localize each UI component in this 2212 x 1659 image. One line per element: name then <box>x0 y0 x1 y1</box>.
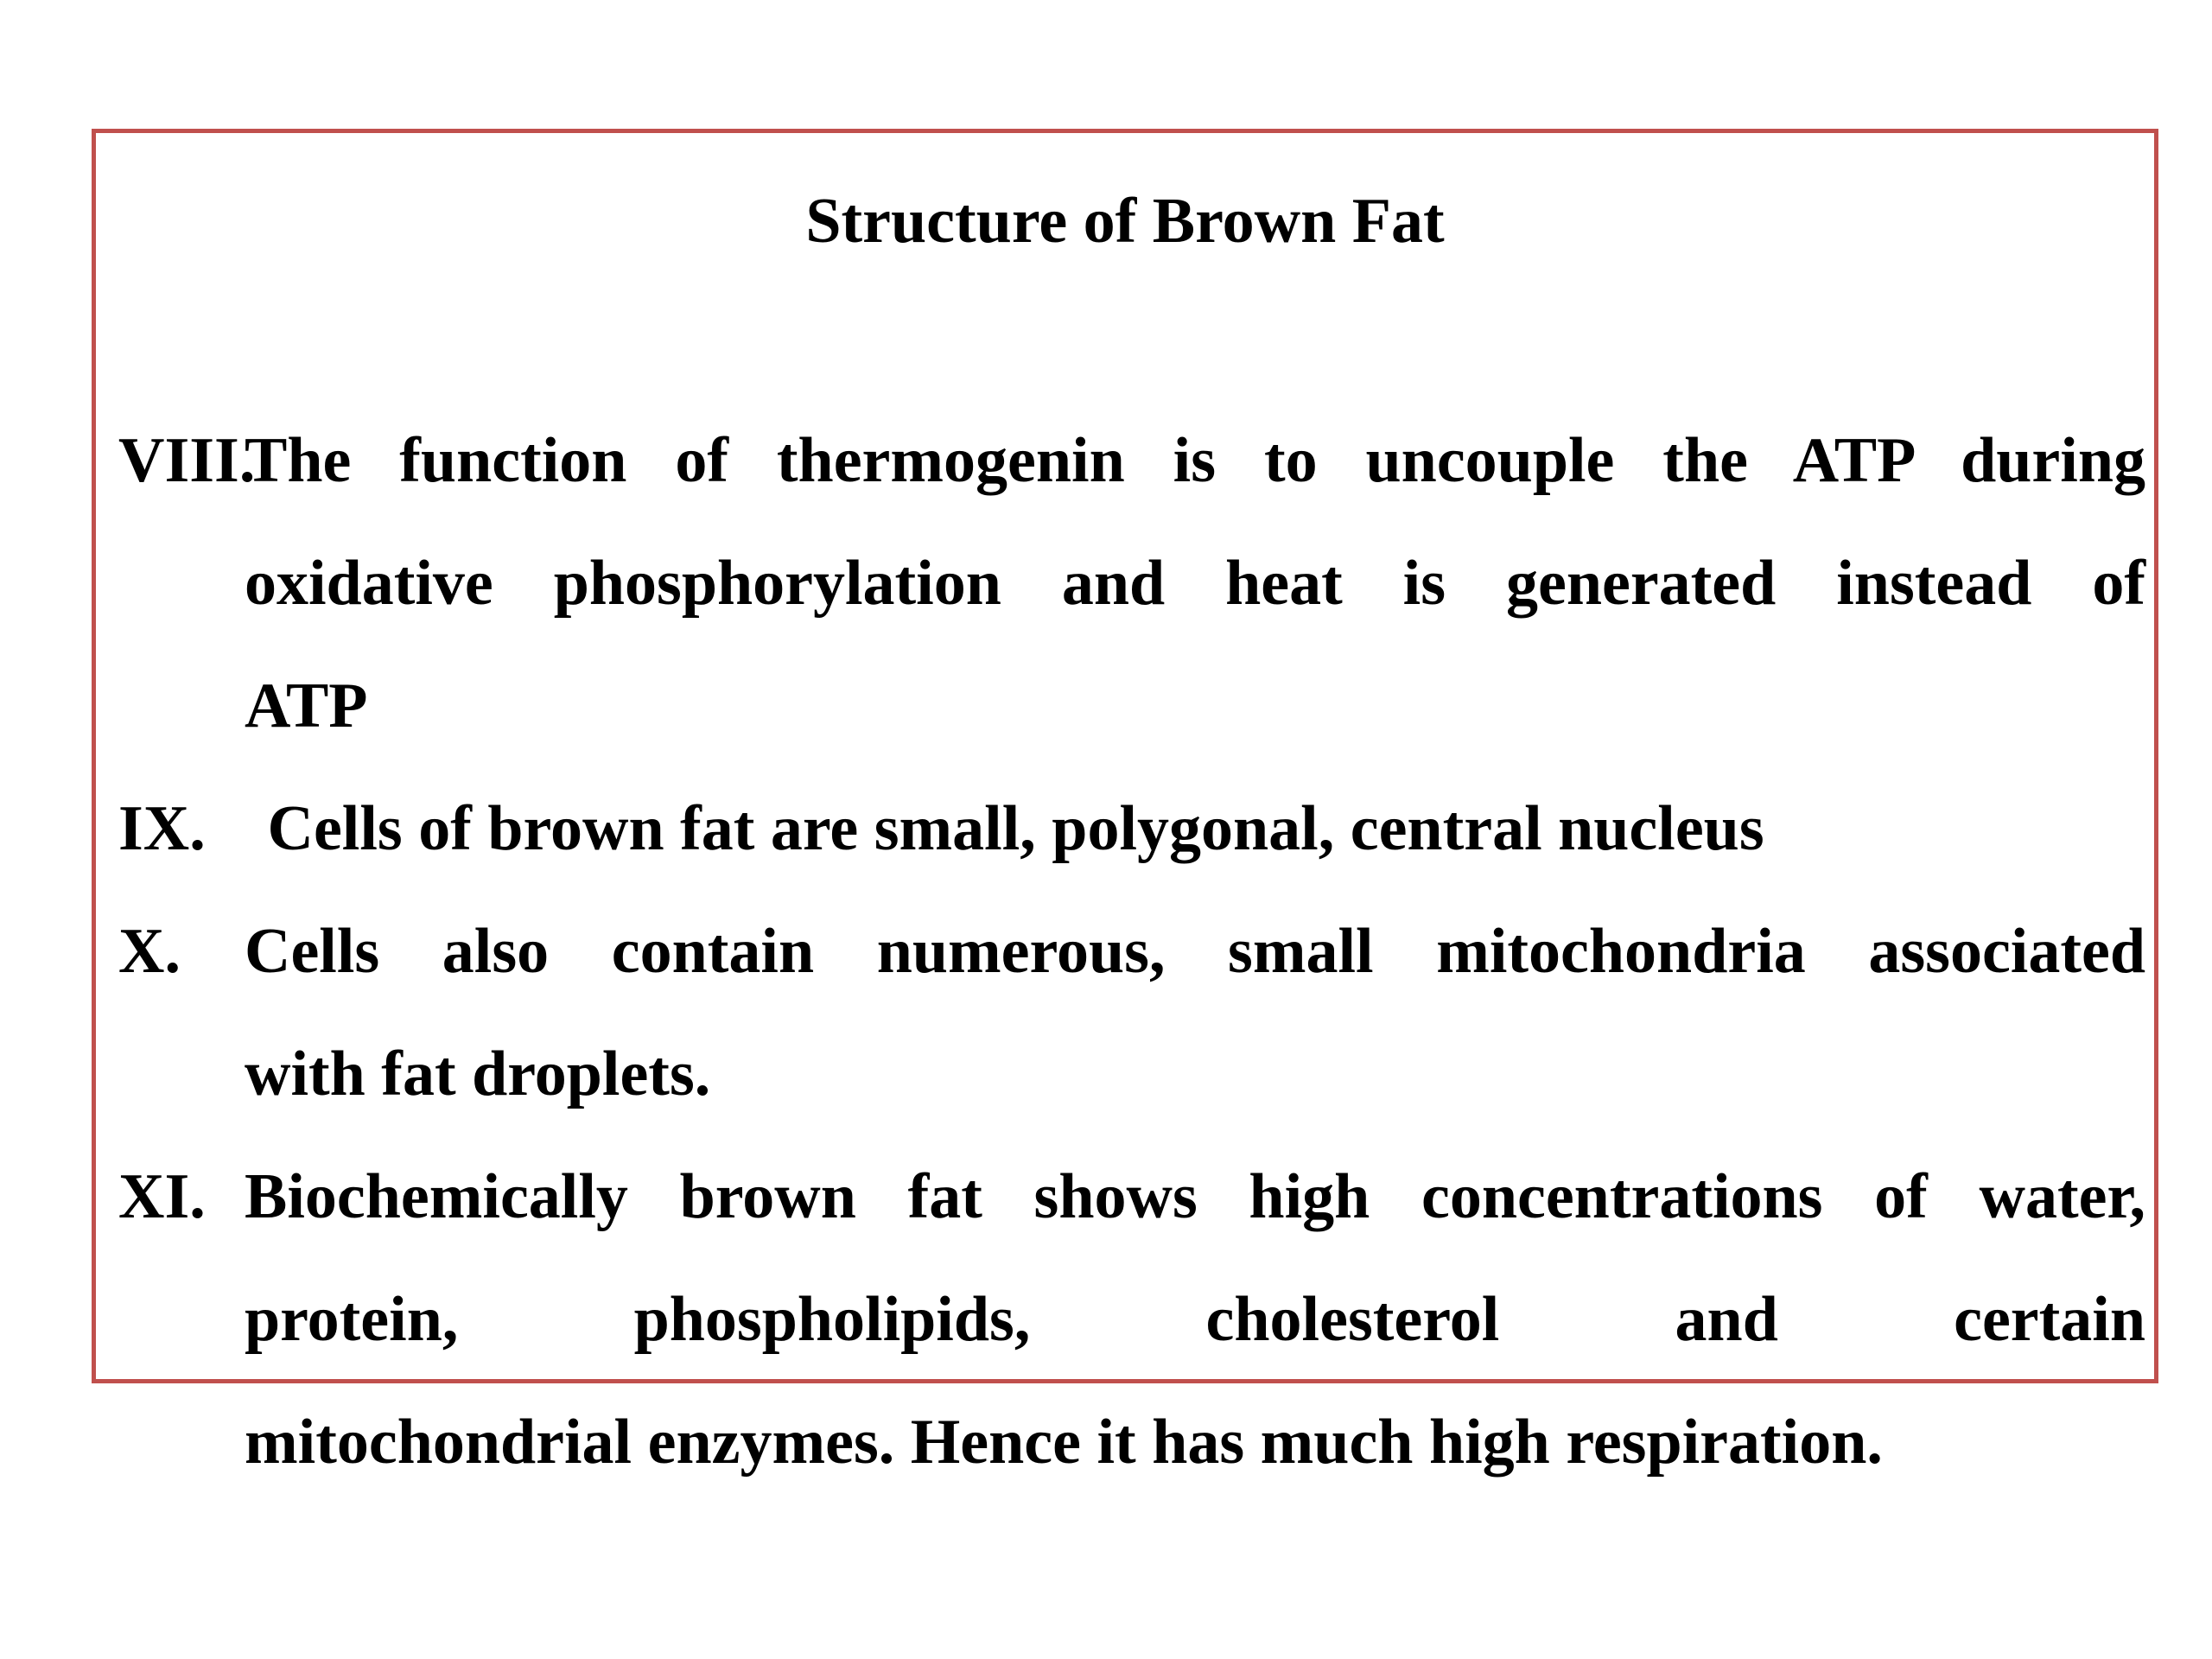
list-item-text-line: oxidative phosphorylation and heat is generated instead of <box>245 548 2145 619</box>
list-item-text-line: ATP <box>245 671 368 741</box>
list-item-text-line: mitochondrial enzymes. Hence it has much high respiration. <box>245 1407 1883 1478</box>
list-item-text-line: The function of thermogenin is to uncouple the ATP during <box>245 425 2145 496</box>
list-item-text-line: Biochemically brown fat shows high concentrations of water, <box>245 1161 2145 1232</box>
list-item-numeral: XI. <box>118 1161 206 1232</box>
list-item-numeral: VIII. <box>118 425 256 496</box>
list-item-text-line: with fat droplets. <box>245 1039 711 1109</box>
list-item-text-line: protein, phospholipids, cholesterol and certain <box>245 1284 2145 1355</box>
list-item-text-line: Cells of brown fat are small, polygonal, central nucleus <box>251 793 1764 864</box>
content-frame <box>92 129 2158 1478</box>
list-item-numeral: IX. <box>118 793 206 864</box>
slide-title: Structure of Brown Fat <box>805 186 1445 257</box>
list-item-text-line: Cells also contain numerous, small mitochondria associated <box>245 916 2145 987</box>
list-item-numeral: X. <box>118 916 181 987</box>
